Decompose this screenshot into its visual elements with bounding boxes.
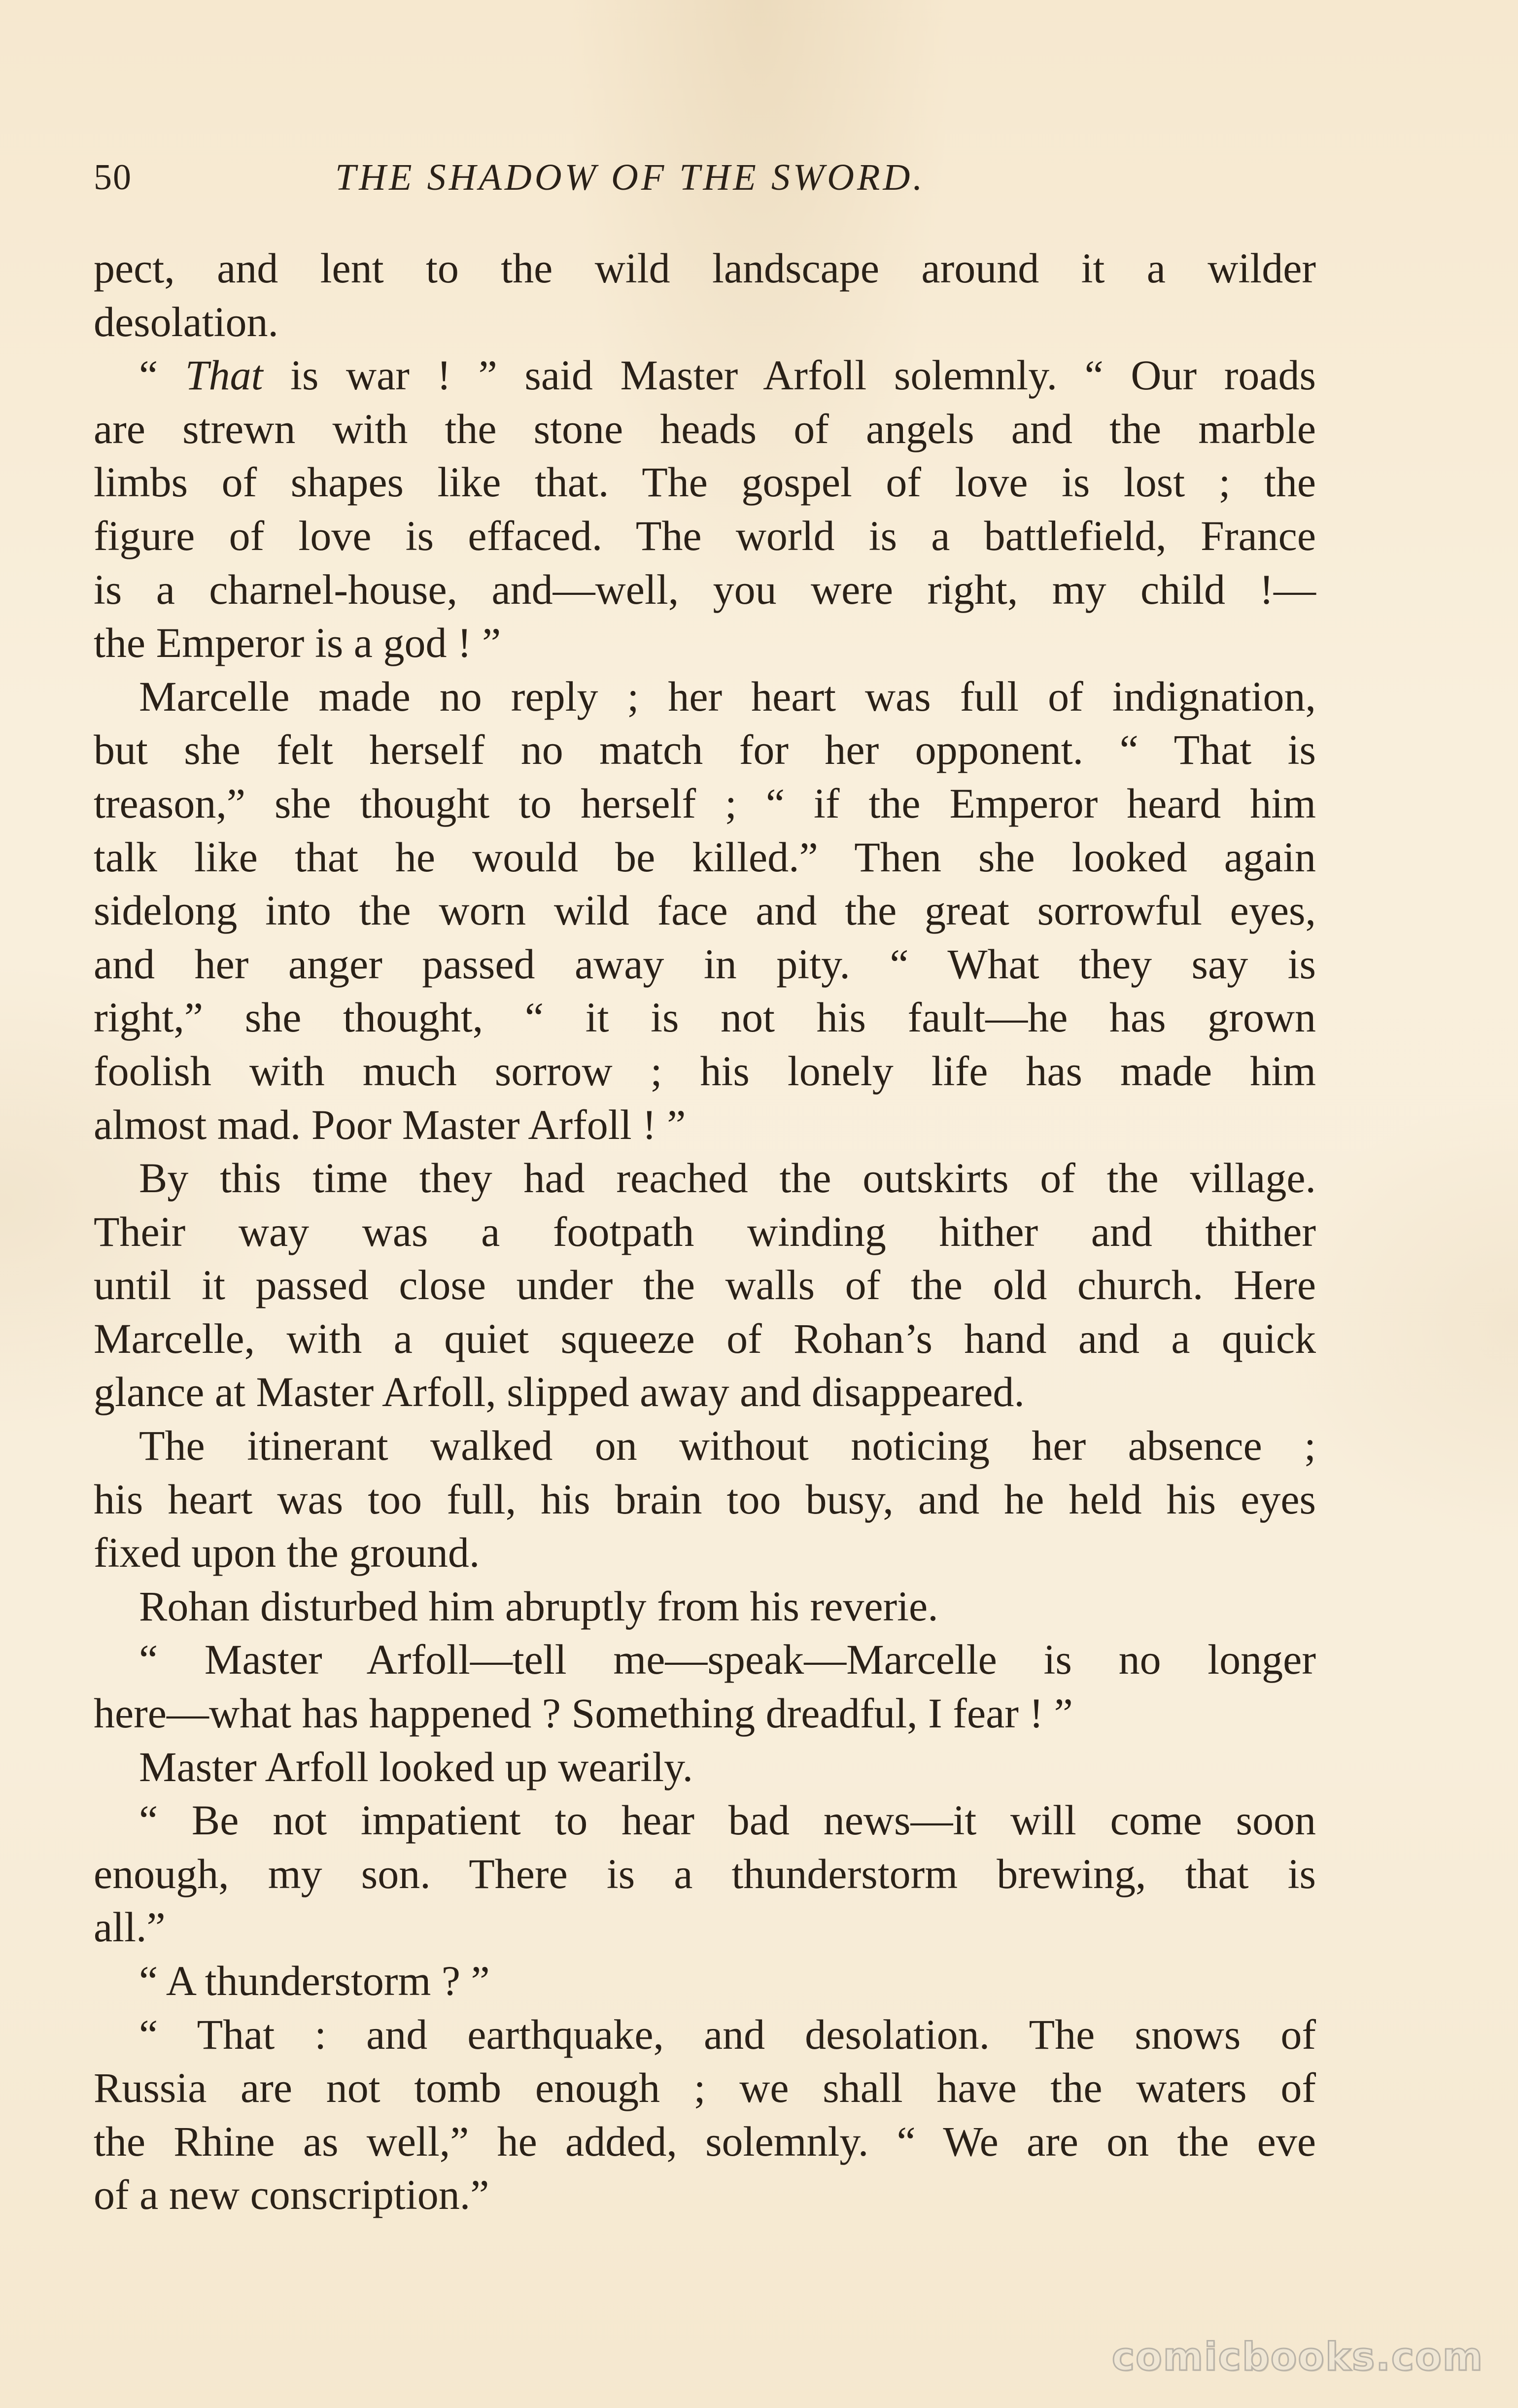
italic-word: That [185, 351, 263, 399]
text-line: enough, my son. There is a thunderstorm brewing, that is [94, 1850, 1316, 1897]
text-line: desolation. [94, 298, 278, 345]
page-number: 50 [94, 157, 132, 198]
text-line: here—what has happened ? Something dreadful, I fear ! ” [94, 1689, 1073, 1737]
body-text [94, 241, 1316, 2222]
text-line: and her anger passed away in pity. “ What they say is [94, 940, 1316, 988]
quote-open: “ [139, 351, 185, 399]
text-line: the Emperor is a god ! ” [94, 619, 501, 667]
text-line: fixed upon the ground. [94, 1529, 480, 1577]
text-line: his heart was too full, his brain too busy, and he held his eyes [94, 1475, 1316, 1523]
text-line: glance at Master Arfoll, slipped away and disappeared. [94, 1368, 1025, 1416]
site-watermark: comicbooks.com [1111, 2335, 1484, 2379]
text-line: “ A thunderstorm ? ” [139, 1957, 490, 2004]
running-head [94, 148, 1326, 207]
line-rest: is war ! ” said Master Arfoll solemnly. “ Our roads [263, 351, 1316, 399]
text-line: Marcelle, with a quiet squeeze of Rohan’s hand and a quick [94, 1314, 1316, 1362]
text-line: the Rhine as well,” he added, solemnly. “ We are on the eve [94, 2117, 1316, 2165]
text-line: of a new conscription.” [94, 2171, 489, 2219]
text-line: sidelong into the worn wild face and the great sorrowful eyes, [94, 887, 1316, 934]
text-line: talk like that he would be killed.” Then she looked again [94, 833, 1316, 881]
text-line: Their way was a footpath winding hither and thither [94, 1207, 1316, 1255]
text-line: all.” [94, 1903, 166, 1951]
text-line: Rohan disturbed him abruptly from his reverie. [139, 1582, 938, 1630]
text-line: “ Be not impatient to hear bad news—it will come soon [139, 1796, 1316, 1844]
running-title: THE SHADOW OF THE SWORD. [335, 157, 926, 198]
text-line: until it passed close under the walls of the old church. Here [94, 1261, 1316, 1309]
text-line: right,” she thought, “ it is not his fault—he has grown [94, 994, 1316, 1041]
text-line: is a charnel-house, and—well, you were right, my child !— [94, 565, 1316, 613]
text-line: Master Arfoll looked up wearily. [139, 1743, 693, 1790]
text-line: Russia are not tomb enough ; we shall have the waters of [94, 2064, 1316, 2112]
text-line-with-italic [94, 348, 1316, 402]
text-line: “ That : and earthquake, and desolation. The snows of [139, 2010, 1316, 2058]
text-line: figure of love is effaced. The world is a battlefield, France [94, 512, 1316, 559]
text-line: treason,” she thought to herself ; “ if the Emperor heard him [94, 779, 1316, 827]
text-line: pect, and lent to the wild landscape around it a wilder [94, 244, 1316, 292]
text-line: limbs of shapes like that. The gospel of love is lost ; the [94, 458, 1316, 506]
text-line: but she felt herself no match for her opponent. “ That is [94, 726, 1316, 774]
text-line: almost mad. Poor Master Arfoll ! ” [94, 1101, 686, 1148]
text-line: “ Master Arfoll—tell me—speak—Marcelle is no longer [139, 1636, 1316, 1684]
text-line: By this time they had reached the outskirts of the village. [139, 1154, 1316, 1202]
text-line: The itinerant walked on without noticing her absence ; [139, 1422, 1316, 1470]
text-line: foolish with much sorrow ; his lonely life has made him [94, 1047, 1316, 1095]
text-line: Marcelle made no reply ; her heart was full of indignation, [139, 672, 1316, 720]
text-line: are strewn with the stone heads of angels and the marble [94, 405, 1316, 452]
